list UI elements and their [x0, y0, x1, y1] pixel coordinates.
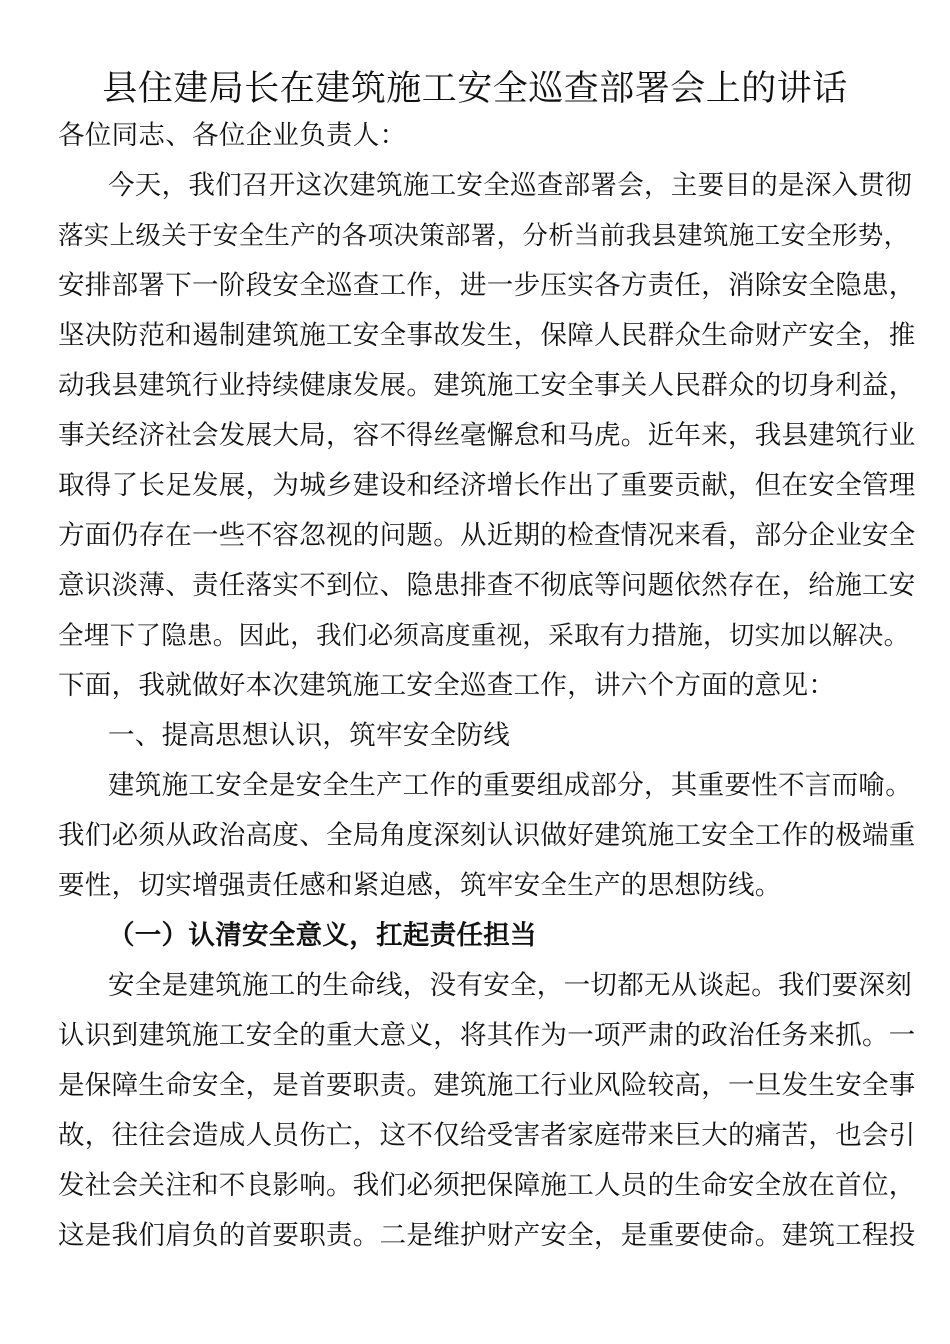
paragraph-line: 安排部署下一阶段安全巡查工作，进一步压实各方责任，消除安全隐患，: [58, 270, 916, 301]
paragraph-line: 事关经济社会发展大局，容不得丝毫懈怠和马虎。近年来，我县建筑行业: [58, 420, 916, 451]
paragraph-line: 方面仍存在一些不容忽视的问题。从近期的检查情况来看，部分企业安全: [58, 520, 916, 551]
paragraph-line: 坚决防范和遏制建筑施工安全事故发生，保障人民群众生命财产安全，推: [58, 320, 916, 351]
subsection-heading: （一）认清安全意义，扛起责任担当: [108, 920, 537, 951]
paragraph-line: 下面，我就做好本次建筑施工安全巡查工作，讲六个方面的意见：: [58, 670, 836, 701]
paragraph-line: 认识到建筑施工安全的重大意义，将其作为一项严肃的政治任务来抓。一: [58, 1020, 916, 1051]
paragraph-line: 这是我们肩负的首要职责。二是维护财产安全，是重要使命。建筑工程投: [58, 1220, 916, 1251]
paragraph-line: 全埋下了隐患。因此，我们必须高度重视，采取有力措施，切实加以解决。: [58, 621, 910, 651]
salutation: 各位同志、各位企业负责人：: [58, 120, 407, 151]
paragraph-line: 要性，切实增强责任感和紧迫感，筑牢安全生产的思想防线。: [58, 870, 782, 901]
paragraph-line: 落实上级关于安全生产的各项决策部署，分析当前我县建筑施工安全形势，: [58, 221, 910, 251]
paragraph-line: 故，往往会造成人员伤亡，这不仅给受害者家庭带来巨大的痛苦，也会引: [58, 1120, 916, 1151]
section-heading: 一、提高思想认识，筑牢安全防线: [108, 720, 510, 751]
paragraph-line: 意识淡薄、责任落实不到位、隐患排查不彻底等问题依然存在，给施工安: [58, 570, 916, 601]
paragraph-line: 发社会关注和不良影响。我们必须把保障施工人员的生命安全放在首位，: [58, 1170, 916, 1201]
paragraph-line: 安全是建筑施工的生命线，没有安全，一切都无从谈起。我们要深刻: [108, 970, 912, 1001]
paragraph-line: 动我县建筑行业持续健康发展。建筑施工安全事关人民群众的切身利益，: [58, 370, 916, 401]
paragraph-line: 取得了长足发展，为城乡建设和经济增长作出了重要贡献，但在安全管理: [58, 470, 916, 501]
paragraph-line: 建筑施工安全是安全生产工作的重要组成部分，其重要性不言而喻。: [108, 770, 912, 801]
paragraph-line: 是保障生命安全，是首要职责。建筑施工行业风险较高，一旦发生安全事: [58, 1070, 916, 1101]
paragraph-line: 今天，我们召开这次建筑施工安全巡查部署会，主要目的是深入贯彻: [108, 170, 912, 201]
document-title: 县住建局长在建筑施工安全巡查部署会上的讲话: [102, 69, 848, 109]
paragraph-line: 我们必须从政治高度、全局角度深刻认识做好建筑施工安全工作的极端重: [58, 820, 916, 851]
